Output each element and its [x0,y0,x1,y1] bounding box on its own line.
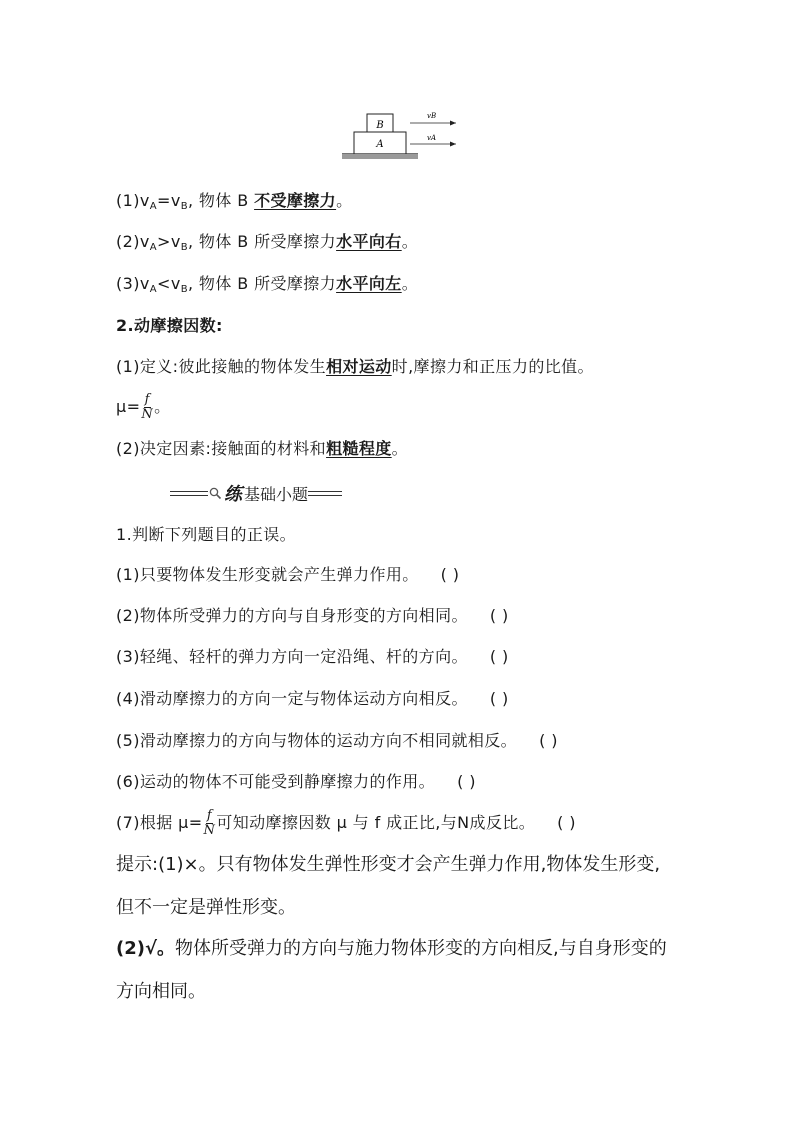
kinetic-factors: (2)决定因素:接触面的材料和粗糙程度。 [116,439,409,458]
hint-line-3: (2)√。物体所受弹力的方向与施力物体形变的方向相反,与自身形变的 [116,938,667,959]
magnifier-icon [208,486,222,500]
kinetic-title: 2.动摩擦因数: [116,316,223,335]
kinetic-definition: (1)定义:彼此接触的物体发生相对运动时,摩擦力和正压力的比值。 [116,357,594,376]
quiz-item-4: (4)滑动摩擦力的方向一定与物体运动方向相反。 ( ) [116,689,509,708]
quiz-item-3: (3)轻绳、轻杆的弹力方向一定沿绳、杆的方向。 ( ) [116,647,509,666]
case-1-answer: 不受摩擦力 [254,191,337,210]
formula-fraction: $\frac{f}{N}$ [141,392,154,422]
section-header [170,480,342,506]
item7-fraction: $\frac{f}{N}$ [203,808,216,838]
quiz-item-7: (7)根据 μ= $\frac{f}{N}$ 可知动摩擦因数 μ 与 f 成正比,与N成反比。 ( ) [116,808,576,838]
hint-line-1: 提示:(1)×。只有物体发生弹性形变才会产生弹力作用,物体发生形变, [116,854,661,875]
quiz-item-2: (2)物体所受弹力的方向与自身形变的方向相同。 ( ) [116,606,509,625]
block-a-label: A [376,139,384,150]
case-3: $(3)v_A<v_B$, 物体 B 所受摩擦力水平向左。 [116,274,419,295]
factors-answer: 粗糙程度 [326,439,392,458]
section-rule-left [170,491,208,496]
quiz-item-5: (5)滑动摩擦力的方向与物体的运动方向不相同就相反。 ( ) [116,731,558,750]
hint-line-2: 但不一定是弹性形变。 [116,897,296,918]
blocks-diagram [338,108,468,164]
quiz-item-1: (1)只要物体发生形变就会产生弹力作用。 ( ) [116,565,460,584]
hint-line-4: 方向相同。 [116,981,206,1002]
velocity-b-arrowhead [450,121,456,126]
kinetic-formula: μ= $\frac{f}{N}$ 。 [116,392,171,422]
case-3-answer: 水平向左 [336,274,402,293]
quiz-item-6: (6)运动的物体不可能受到静摩擦力的作用。 ( ) [116,772,476,791]
case-2-answer: 水平向右 [336,232,402,251]
section-mark: 练 [224,484,242,505]
velocity-a-label: vA [427,134,437,142]
section-rule-right [308,491,342,496]
quiz-intro: 1.判断下列题目的正误。 [116,525,297,544]
section-title: 基础小题 [244,484,309,504]
block-b-label: B [376,120,384,131]
ground-hatch [342,154,418,159]
velocity-a-arrowhead [450,142,456,147]
case-2: $(2)v_A>v_B$, 物体 B 所受摩擦力水平向右。 [116,232,419,253]
case-1: $(1)v_A=v_B$, 物体 B 不受摩擦力。 [116,191,353,212]
definition-answer: 相对运动 [326,357,392,376]
velocity-b-label: vB [427,112,437,120]
